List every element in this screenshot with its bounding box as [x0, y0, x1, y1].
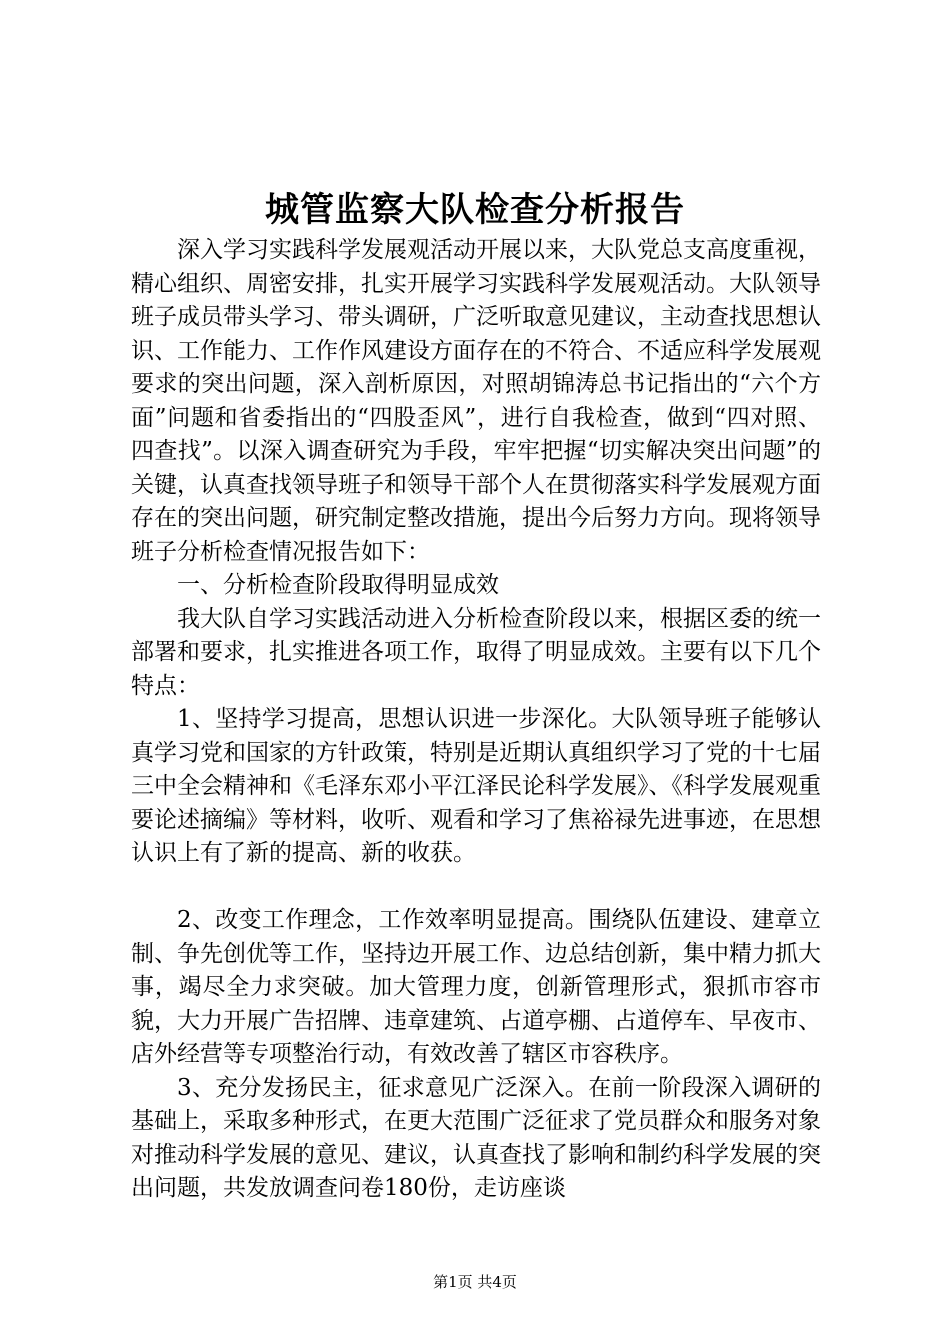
section-heading-1: 一、分析检查阶段取得明显成效 [177, 572, 499, 598]
paragraph-section-1-intro: 我大队自学习实践活动进入分析检查阶段以来，根据区委的统一部署和要求，扎实推进各项工作，取得了明显成效。主要有以下几个特点： [131, 605, 821, 699]
paragraph-point-2: 2、改变工作理念，工作效率明显提高。围绕队伍建设、建章立制、争先创优等工作，坚持边开展工作、边总结创新，集中精力抓大事，竭尽全力求突破。加大管理力度，创新管理形式，狠抓市容市貌，大力开展广告招牌、违章建筑、占道亭棚、占道停车、早夜市、店外经营等专项整治行动，有效改善了辖区市容秩序。 [131, 907, 821, 1067]
paragraph-intro: 深入学习实践科学发展观活动开展以来，大队党总支高度重视，精心组织、周密安排，扎实开展学习实践科学发展观活动。大队领导班子成员带头学习、带头调研，广泛听取意见建议，主动查找思想认识、工作能力、工作作风建设方面存在的不符合、不适应科学发展观要求的突出问题，深入剖析原因，对照胡锦涛总书记指出的“六个方面”问题和省委指出的“四股歪风”，进行自我检查，做到“四对照、四查找”。以深入调查研究为手段，牢牢把握“切实解决突出问题”的关键，认真查找领导班子和领导干部个人在贯彻落实科学发展观方面存在的突出问题，研究制定整改措施，提出今后努力方向。现将领导班子分析检查情况报告如下： [131, 237, 821, 565]
document-title: 城管监察大队检查分析报告 [265, 190, 685, 230]
paragraph-point-3: 3、充分发扬民主，征求意见广泛深入。在前一阶段深入调研的基础上，采取多种形式，在更大范围广泛征求了党员群众和服务对象对推动科学发展的意见、建议，认真查找了影响和制约科学发展的突出问题，共发放调查问卷180份，走访座谈 [131, 1074, 821, 1201]
page-number-footer: 第1页 共4页 [433, 1273, 517, 1291]
paragraph-point-1: 1、坚持学习提高，思想认识进一步深化。大队领导班子能够认真学习党和国家的方针政策，特别是近期认真组织学习了党的十七届三中全会精神和《毛泽东邓小平江泽民论科学发展》、《科学发展观重要论述摘编》等材料，收听、观看和学习了焦裕禄先进事迹，在思想认识上有了新的提高、新的收获。 [131, 706, 821, 866]
document-body [131, 234, 821, 1206]
